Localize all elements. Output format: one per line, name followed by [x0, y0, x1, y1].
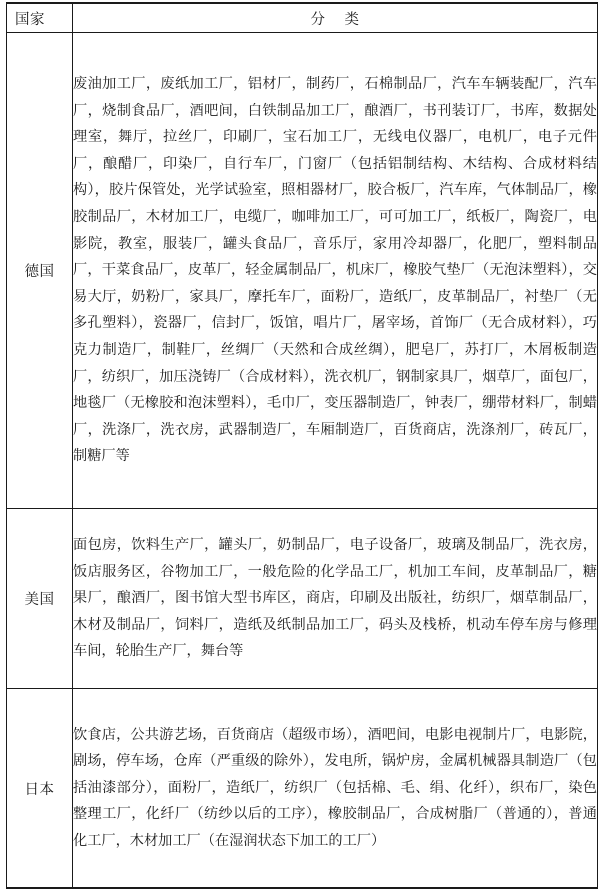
classification-text: 面包房，饮料生产厂，罐头厂，奶制品厂，电子设备厂，玻璃及制品厂，洗衣房，饭店服务区，谷物加工厂，一般危险的化学品工厂，机加工车间，皮革制品厂，糖果厂，酿酒厂，图书馆大型书库区，商店，印刷及出版社，纺织厂，烟草制品厂，木材及制品厂，饲料厂，造纸及纸制品加工厂，码头及栈桥，机动车停车房与修理车间，轮胎生产厂，舞台等 — [73, 537, 597, 660]
classification-text: 废油加工厂，废纸加工厂，铝材厂，制药厂，石棉制品厂，汽车车辆装配厂，汽车厂，烧制食品厂，酒吧间，白铁制品加工厂，酿酒厂，书刊装订厂，书库，数据处理室，舞厅，拉丝厂，印刷厂，宝石加工厂，无线电仪器厂，电机厂，电子元件厂，酿醋厂，印染厂，自行车厂，门窗厂（包括铝制结构、木结构、合成材料结构），胶片保管处，光学试验室，照相器材厂，胶合板厂，汽车库，气体制品厂，橡胶制品厂，木材加工厂，电缆厂，咖啡加工厂，可可加工厂，纸板厂，陶瓷厂，电影院，教室，服装厂，罐头食品厂，音乐厅，家用冷却器厂，化肥厂，塑料制品厂，干菜食品厂，皮革厂，轻金属制品厂，机床厂，橡胶气垫厂（无泡沫塑料），交易大厅，奶粉厂，家具厂，摩托车厂，面粉厂，造纸厂，皮革制品厂，衬垫厂（无多孔塑料），瓷器厂，信封厂，饭馆，唱片厂，屠宰场，首饰厂（无合成材料），巧克力制造厂，制鞋厂，丝绸厂（天然和合成丝绸），肥皂厂，苏打厂，木屑板制造厂，纺织厂，加压浇铸厂（合成材料），洗衣机厂，钢制家具厂，烟草厂，面包厂，地毯厂（无橡胶和泡沫塑料），毛巾厂，变压器制造厂，钟表厂，绷带材料厂，制蜡厂，洗涤厂，洗衣房，武器制造厂，车厢制造厂，百货商店，洗涤剂厂，砖瓦厂，制糖厂等 — [73, 76, 597, 465]
table-row-usa — [7, 509, 598, 689]
header-classification: 分 类 — [73, 3, 598, 33]
table-row-germany — [7, 33, 598, 509]
table-row-japan — [7, 689, 598, 889]
classification-cell — [73, 33, 598, 509]
country-cell: 日本 — [7, 689, 73, 889]
classification-table — [6, 2, 598, 889]
country-cell: 德国 — [7, 33, 73, 509]
classification-cell — [73, 509, 598, 689]
classification-cell — [73, 689, 598, 889]
table-header — [7, 3, 598, 33]
table-body — [7, 33, 598, 889]
header-row — [7, 3, 598, 33]
classification-text: 饮食店，公共游艺场，百货商店（超级市场），酒吧间，电影电视制片厂，电影院，剧场，停车场，仓库（严重级的除外），发电所，锅炉房，金属机械器具制造厂（包括油漆部分），面粉厂，造纸厂，纺织厂（包括棉、毛、绢、化纤），织布厂，染色整理工厂，化纤厂（纺纱以后的工序），橡胶制品厂，合成树脂厂（普通的），普通化工厂，木材加工厂（在湿润状态下加工的工厂） — [73, 726, 597, 849]
country-cell: 美国 — [7, 509, 73, 689]
header-country: 国家 — [7, 3, 73, 33]
